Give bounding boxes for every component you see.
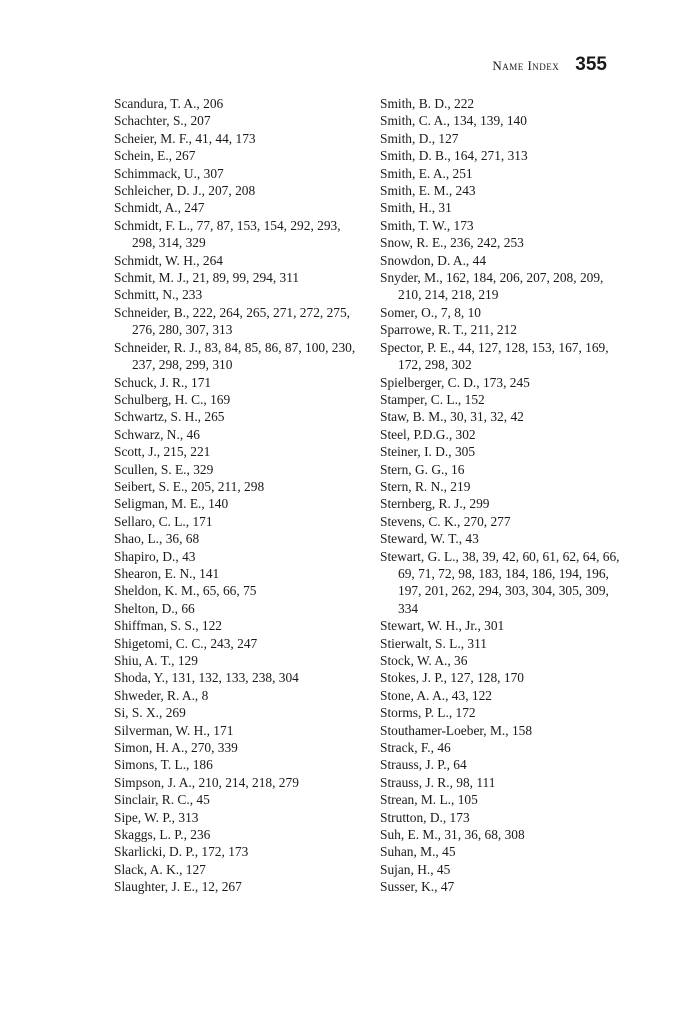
index-column-left [114, 95, 364, 896]
index-entry: Schmitt, N., 233 [114, 287, 203, 303]
index-entry: Somer, O., 7, 8, 10 [380, 304, 482, 320]
index-entry: Snowdon, D. A., 44 [380, 252, 487, 268]
index-entry: Stewart, W. H., Jr., 301 [380, 618, 505, 634]
index-entry: Stern, G. G., 16 [380, 461, 465, 477]
index-entry: Stouthamer-Loeber, M., 158 [380, 722, 533, 738]
index-entry: Schmidt, W. H., 264 [114, 252, 223, 268]
index-entry: Skaggs, L. P., 236 [114, 827, 211, 843]
index-entry: Shapiro, D., 43 [114, 548, 196, 564]
index-entry: Slaughter, J. E., 12, 267 [114, 879, 242, 895]
index-entry: Smith, D., 127 [380, 130, 459, 146]
index-entry: Scullen, S. E., 329 [114, 461, 214, 477]
index-entry: Stamper, C. L., 152 [380, 391, 485, 407]
index-entry: Seligman, M. E., 140 [114, 496, 229, 512]
index-entry: Scheier, M. F., 41, 44, 173 [114, 130, 256, 146]
index-entry: Shearon, E. N., 141 [114, 565, 220, 581]
index-entry: Strutton, D., 173 [380, 809, 470, 825]
index-entry: Si, S. X., 269 [114, 705, 186, 721]
index-entry: Schleicher, D. J., 207, 208 [114, 183, 256, 199]
index-entry: Spielberger, C. D., 173, 245 [380, 374, 530, 390]
index-entry: Scott, J., 215, 221 [114, 444, 211, 460]
index-entry: Schneider, B., 222, 264, 265, 271, 272, 275, 276, 280, 307, 313 [114, 304, 351, 338]
index-entry: Scandura, T. A., 206 [114, 96, 224, 111]
index-entry: Suh, E. M., 31, 36, 68, 308 [380, 827, 525, 843]
index-entry: Stone, A. A., 43, 122 [380, 687, 492, 703]
index-entry: Stock, W. A., 36 [380, 653, 468, 668]
index-entry: Smith, E. M., 243 [380, 183, 476, 199]
index-entry: Sipe, W. P., 313 [114, 809, 199, 825]
index-entry: Smith, C. A., 134, 139, 140 [380, 113, 527, 129]
index-entry: Strauss, J. P., 64 [380, 757, 467, 773]
index-entry: Schmit, M. J., 21, 89, 99, 294, 311 [114, 270, 300, 286]
index-entry: Smith, H., 31 [380, 200, 452, 216]
index-entry: Strauss, J. R., 98, 111 [380, 774, 496, 790]
index-entry: Smith, D. B., 164, 271, 313 [380, 148, 528, 164]
index-entry: Schulberg, H. C., 169 [114, 391, 231, 407]
index-entry: Stewart, G. L., 38, 39, 42, 60, 61, 62, 64, 66, 69, 71, 72, 98, 183, 184, 186, 194, 196, 197, 201, 262, 294, 303, 304, 305, 309, 334 [380, 548, 620, 616]
index-entry: Stevens, C. K., 270, 277 [380, 513, 511, 529]
index-entry: Staw, B. M., 30, 31, 32, 42 [380, 409, 524, 425]
index-entry: Strean, M. L., 105 [380, 792, 478, 808]
index-entry: Sternberg, R. J., 299 [380, 496, 490, 512]
index-entry: Schmidt, A., 247 [114, 200, 205, 216]
index-entry: Simpson, J. A., 210, 214, 218, 279 [114, 774, 299, 790]
index-entry: Skarlicki, D. P., 172, 173 [114, 844, 249, 860]
index-entry: Schwarz, N., 46 [114, 426, 200, 442]
index-entry: Steiner, I. D., 305 [380, 444, 476, 460]
index-entry: Simon, H. A., 270, 339 [114, 740, 238, 756]
index-entry: Spector, P. E., 44, 127, 128, 153, 167, 169, 172, 298, 302 [380, 339, 609, 373]
page-number: 355 [575, 54, 607, 75]
running-head [492, 54, 607, 76]
index-entry: Storms, P. L., 172 [380, 705, 476, 721]
index-entry: Schimmack, U., 307 [114, 165, 224, 181]
index-entry: Stokes, J. P., 127, 128, 170 [380, 670, 524, 686]
index-entry: Snyder, M., 162, 184, 206, 207, 208, 209, 210, 214, 218, 219 [380, 270, 604, 303]
running-title: Name Index [492, 58, 560, 73]
index-entry: Smith, B. D., 222 [380, 96, 475, 111]
index-entry: Shweder, R. A., 8 [114, 687, 209, 703]
index-entry: Stierwalt, S. L., 311 [380, 635, 487, 651]
index-entry: Schachter, S., 207 [114, 113, 211, 129]
index-entry: Steel, P.D.G., 302 [380, 426, 476, 442]
index-entry: Susser, K., 47 [380, 879, 455, 895]
index-entry: Schwartz, S. H., 265 [114, 409, 225, 425]
index-entry: Shiffman, S. S., 122 [114, 618, 223, 634]
index-entry: Sinclair, R. C., 45 [114, 792, 210, 808]
index-entry: Silverman, W. H., 171 [114, 722, 234, 738]
index-entry: Strack, F., 46 [380, 740, 451, 756]
index-entry: Snow, R. E., 236, 242, 253 [380, 235, 524, 251]
index-entry: Shiu, A. T., 129 [114, 653, 198, 668]
index-entry: Smith, E. A., 251 [380, 165, 473, 181]
index-entry: Schein, E., 267 [114, 148, 196, 164]
index-column-right [380, 95, 630, 896]
index-entry: Schneider, R. J., 83, 84, 85, 86, 87, 100, 230, 237, 298, 299, 310 [114, 339, 356, 373]
index-entry: Shoda, Y., 131, 132, 133, 238, 304 [114, 670, 299, 686]
index-entry: Stern, R. N., 219 [380, 478, 471, 494]
index-entry: Shao, L., 36, 68 [114, 531, 200, 547]
index-entry: Seibert, S. E., 205, 211, 298 [114, 478, 265, 494]
index-entry: Sheldon, K. M., 65, 66, 75 [114, 583, 257, 599]
index-entry: Slack, A. K., 127 [114, 861, 206, 877]
index-entry: Suhan, M., 45 [380, 844, 456, 860]
index-entry: Sujan, H., 45 [380, 861, 451, 877]
index-entry: Simons, T. L., 186 [114, 757, 213, 773]
index-entry: Schmidt, F. L., 77, 87, 153, 154, 292, 293, 298, 314, 329 [114, 217, 341, 251]
index-entry: Smith, T. W., 173 [380, 217, 474, 233]
index-entry: Sparrowe, R. T., 211, 212 [380, 322, 517, 338]
index-entry: Shigetomi, C. C., 243, 247 [114, 635, 258, 651]
index-entry: Steward, W. T., 43 [380, 531, 479, 547]
index-entry: Sellaro, C. L., 171 [114, 513, 213, 529]
index-entry: Schuck, J. R., 171 [114, 374, 212, 390]
index-entry: Shelton, D., 66 [114, 600, 195, 616]
